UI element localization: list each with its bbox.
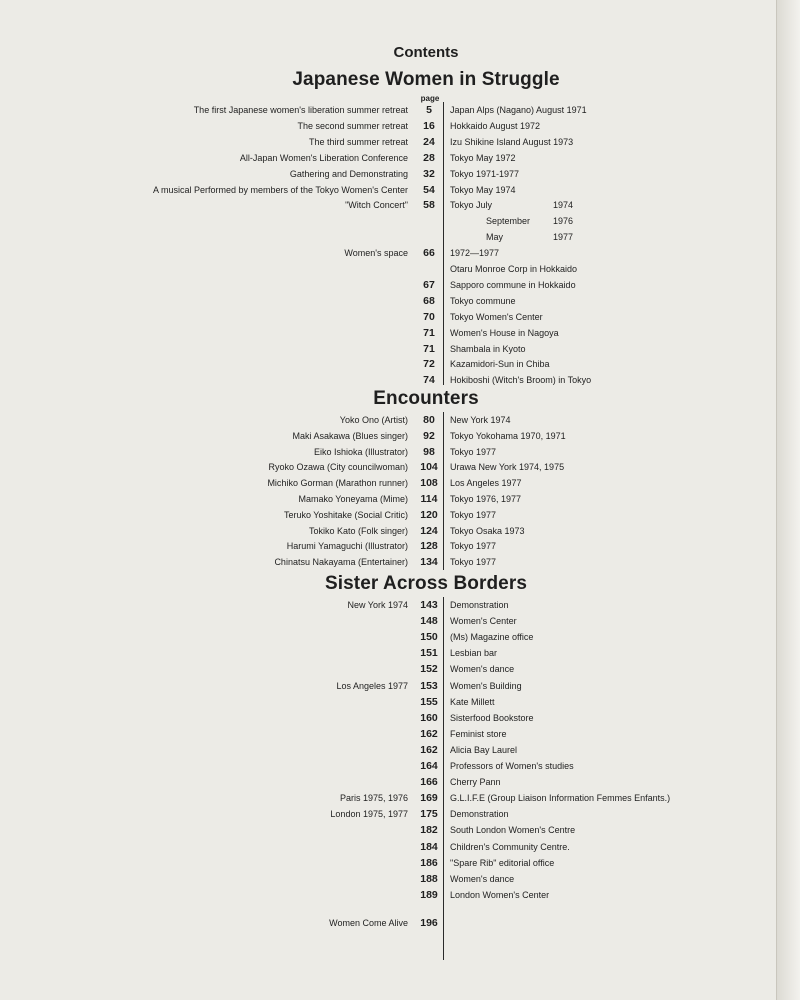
toc-row (0, 183, 776, 197)
toc-row (0, 373, 776, 387)
toc-page-number: 143 (420, 599, 438, 611)
toc-row (0, 856, 776, 870)
toc-page-number: 152 (420, 663, 438, 675)
toc-entry-detail: Shambala in Kyoto (450, 344, 526, 354)
toc-row (0, 759, 776, 773)
section-title-japanese-women: Japanese Women in Struggle (292, 69, 560, 90)
toc-page-number: 151 (420, 647, 438, 659)
page-edge (776, 0, 800, 1000)
toc-page-number: 164 (420, 760, 438, 772)
toc-page-number: 74 (423, 374, 435, 386)
toc-row (0, 743, 776, 757)
toc-entry-year: 1976 (553, 216, 574, 226)
toc-row (0, 695, 776, 709)
section-title-sister-across-borders: Sister Across Borders (324, 573, 528, 594)
toc-entry-detail: Tokyo Osaka 1973 (450, 526, 525, 536)
toc-entry-detail: Tokyo 1977 (450, 541, 497, 551)
toc-entry-detail: Urawa New York 1974, 1975 (450, 462, 565, 472)
toc-entry-detail: Professors of Women's studies (450, 761, 574, 771)
toc-row (0, 151, 776, 165)
toc-row (0, 214, 776, 228)
toc-entry-title: London 1975, 1977 (330, 809, 408, 819)
toc-entry-detail: Los Angeles 1977 (450, 478, 522, 488)
toc-entry-title: "Witch Concert" (345, 200, 408, 210)
toc-entry-detail: September (486, 216, 531, 226)
toc-page-number: 72 (423, 358, 435, 370)
toc-page-number: 184 (420, 841, 438, 853)
toc-entry-detail: Tokyo 1976, 1977 (450, 494, 522, 504)
toc-row (0, 476, 776, 490)
toc-page-number: 71 (423, 327, 435, 339)
toc-page-number: 153 (420, 680, 438, 692)
toc-page-number: 160 (420, 712, 438, 724)
toc-row (0, 262, 776, 276)
toc-entry-detail: (Ms) Magazine office (450, 632, 534, 642)
toc-row (0, 840, 776, 854)
toc-row (0, 278, 776, 292)
toc-entry-title: Ryoko Ozawa (City councilwoman) (268, 462, 408, 472)
toc-row (0, 230, 776, 244)
toc-page-number: 5 (426, 104, 432, 116)
toc-row (0, 135, 776, 149)
toc-row (0, 916, 776, 930)
toc-entry-detail: South London Women's Centre (450, 825, 576, 835)
toc-entry-detail: Tokyo 1977 (450, 510, 497, 520)
toc-row (0, 524, 776, 538)
toc-row (0, 460, 776, 474)
toc-page-number: 166 (420, 776, 438, 788)
toc-page-number: 58 (423, 199, 435, 211)
toc-page-number: 67 (423, 279, 435, 291)
toc-entry-detail: Tokyo Yokohama 1970, 1971 (450, 431, 566, 441)
toc-entry-title: Michiko Gorman (Marathon runner) (267, 478, 408, 488)
toc-entry-title: The second summer retreat (297, 121, 408, 131)
toc-entry-year: 1977 (553, 232, 574, 242)
toc-row (0, 598, 776, 612)
toc-page-number: 186 (420, 857, 438, 869)
toc-entry-detail: Tokyo Women's Center (450, 312, 543, 322)
toc-page-number: 16 (423, 120, 435, 132)
toc-entry-detail: New York 1974 (450, 415, 511, 425)
toc-entry-detail: Women's Center (450, 616, 517, 626)
toc-entry-detail: Tokyo May 1974 (450, 185, 516, 195)
toc-page-number: 66 (423, 247, 435, 259)
toc-entry-title: Chinatsu Nakayama (Entertainer) (274, 557, 408, 567)
toc-entry-detail: Japan Alps (Nagano) August 1971 (450, 105, 587, 115)
toc-row (0, 294, 776, 308)
toc-entry-title: Maki Asakawa (Blues singer) (292, 431, 408, 441)
toc-page-number: 169 (420, 792, 438, 804)
toc-page-number: 162 (420, 744, 438, 756)
toc-page-number: 70 (423, 311, 435, 323)
toc-row (0, 807, 776, 821)
toc-entry-detail: Tokyo July (450, 200, 493, 210)
toc-entry-title: Los Angeles 1977 (336, 681, 408, 691)
toc-row (0, 823, 776, 837)
toc-entry-detail: 1972—1977 (450, 248, 500, 258)
toc-page-number: 108 (420, 477, 438, 489)
toc-entry-detail: Children's Community Centre. (450, 842, 570, 852)
section-title-encounters: Encounters (373, 388, 479, 409)
page-column-label: page (420, 94, 440, 103)
toc-page-number: 28 (423, 152, 435, 164)
toc-page-number: 128 (420, 540, 438, 552)
toc-entry-detail: Alicia Bay Laurel (450, 745, 518, 755)
toc-entry-detail: Hokkaido August 1972 (450, 121, 541, 131)
toc-row (0, 888, 776, 902)
toc-page-number: 98 (423, 446, 435, 458)
toc-row (0, 429, 776, 443)
toc-row (0, 326, 776, 340)
toc-page-number: 150 (420, 631, 438, 643)
toc-page-number: 162 (420, 728, 438, 740)
toc-entry-detail: Sapporo commune in Hokkaido (450, 280, 576, 290)
toc-entry-detail: "Spare Rib" editorial office (450, 858, 555, 868)
toc-row (0, 310, 776, 324)
toc-page-number: 182 (420, 824, 438, 836)
toc-entry-detail: Kazamidori-Sun in Chiba (450, 359, 550, 369)
toc-row (0, 539, 776, 553)
toc-entry-title: New York 1974 (347, 600, 408, 610)
toc-page-number: 196 (420, 917, 438, 929)
toc-entry-title: Women's space (344, 248, 408, 258)
toc-page-number: 175 (420, 808, 438, 820)
toc-page-number: 54 (423, 184, 435, 196)
toc-row (0, 492, 776, 506)
toc-entry-detail: London Women's Center (450, 890, 550, 900)
toc-page-number: 68 (423, 295, 435, 307)
toc-entry-detail: Feminist store (450, 729, 507, 739)
toc-row (0, 614, 776, 628)
toc-entry-year: 1974 (553, 200, 574, 210)
toc-entry-detail: Lesbian bar (450, 648, 498, 658)
toc-entry-detail: Kate Millett (450, 697, 495, 707)
toc-page-number: 120 (420, 509, 438, 521)
toc-entry-detail: Tokyo 1977 (450, 447, 497, 457)
toc-row (0, 679, 776, 693)
toc-entry-title: Teruko Yoshitake (Social Critic) (283, 510, 408, 520)
toc-row (0, 872, 776, 886)
toc-entry-detail: Hokiboshi (Witch's Broom) in Tokyo (450, 375, 592, 385)
toc-entry-title: Gathering and Demonstrating (289, 169, 408, 179)
toc-entry-detail: G.L.I.F.E (Group Liaison Information Femmes Enfants.) (450, 793, 671, 803)
toc-entry-detail: Cherry Pann (450, 777, 501, 787)
contents-title: Contents (393, 44, 459, 61)
toc-entry-title: The third summer retreat (308, 137, 408, 147)
toc-entry-title: Eiko Ishioka (Illustrator) (313, 447, 408, 457)
toc-row (0, 727, 776, 741)
toc-entry-detail: Tokyo commune (450, 296, 516, 306)
toc-page-number: 104 (420, 461, 438, 473)
toc-entry-detail: Demonstration (450, 600, 509, 610)
toc-row (0, 555, 776, 569)
toc-entry-detail: Sisterfood Bookstore (450, 713, 534, 723)
toc-row (0, 246, 776, 260)
toc-entry-title: All-Japan Women's Liberation Conference (239, 153, 408, 163)
toc-row (0, 630, 776, 644)
toc-page-number: 155 (420, 696, 438, 708)
toc-page-number: 148 (420, 615, 438, 627)
toc-entry-title: Harumi Yamaguchi (Illustrator) (286, 541, 408, 551)
toc-entry-title: Yoko Ono (Artist) (339, 415, 408, 425)
toc-row (0, 198, 776, 212)
toc-row (0, 119, 776, 133)
toc-entry-detail: Otaru Monroe Corp in Hokkaido (450, 264, 578, 274)
toc-entry-detail: Izu Shikine Island August 1973 (450, 137, 574, 147)
toc-entry-detail: Women's Building (450, 681, 522, 691)
toc-entry-detail: Women's dance (450, 874, 515, 884)
toc-entry-title: A musical Performed by members of the Tokyo Women's Center (153, 185, 408, 195)
toc-entry-detail: Tokyo May 1972 (450, 153, 516, 163)
toc-entry-title: Paris 1975, 1976 (339, 793, 408, 803)
toc-entry-detail: Demonstration (450, 809, 509, 819)
toc-entry-detail: Tokyo 1971-1977 (450, 169, 520, 179)
toc-entry-title: Mamako Yoneyama (Mime) (298, 494, 408, 504)
toc-row (0, 413, 776, 427)
toc-row (0, 791, 776, 805)
toc-row (0, 508, 776, 522)
toc-page-number: 134 (420, 556, 438, 568)
toc-page-number: 24 (423, 136, 435, 148)
toc-page-number: 114 (420, 493, 438, 505)
toc-row (0, 445, 776, 459)
toc-entry-title: Tokiko Kato (Folk singer) (308, 526, 408, 536)
toc-entry-detail: Women's House in Nagoya (450, 328, 559, 338)
toc-row (0, 662, 776, 676)
toc-page-number: 80 (423, 414, 435, 426)
toc-page-number: 188 (420, 873, 438, 885)
toc-page-number: 92 (423, 430, 435, 442)
toc-entry-title: Women Come Alive (329, 918, 408, 928)
toc-row (0, 711, 776, 725)
toc-entry-detail: Tokyo 1977 (450, 557, 497, 567)
toc-page-number: 189 (420, 889, 438, 901)
toc-row (0, 342, 776, 356)
toc-row (0, 357, 776, 371)
toc-entry-title: The first Japanese women's liberation summer retreat (193, 105, 408, 115)
toc-entry-detail: Women's dance (450, 664, 515, 674)
toc-row (0, 167, 776, 181)
toc-entry-detail: May (486, 232, 504, 242)
toc-row (0, 103, 776, 117)
toc-page-number: 71 (423, 343, 435, 355)
toc-row (0, 775, 776, 789)
toc-row (0, 646, 776, 660)
toc-page-number: 32 (423, 168, 435, 180)
toc-page-number: 124 (420, 525, 438, 537)
